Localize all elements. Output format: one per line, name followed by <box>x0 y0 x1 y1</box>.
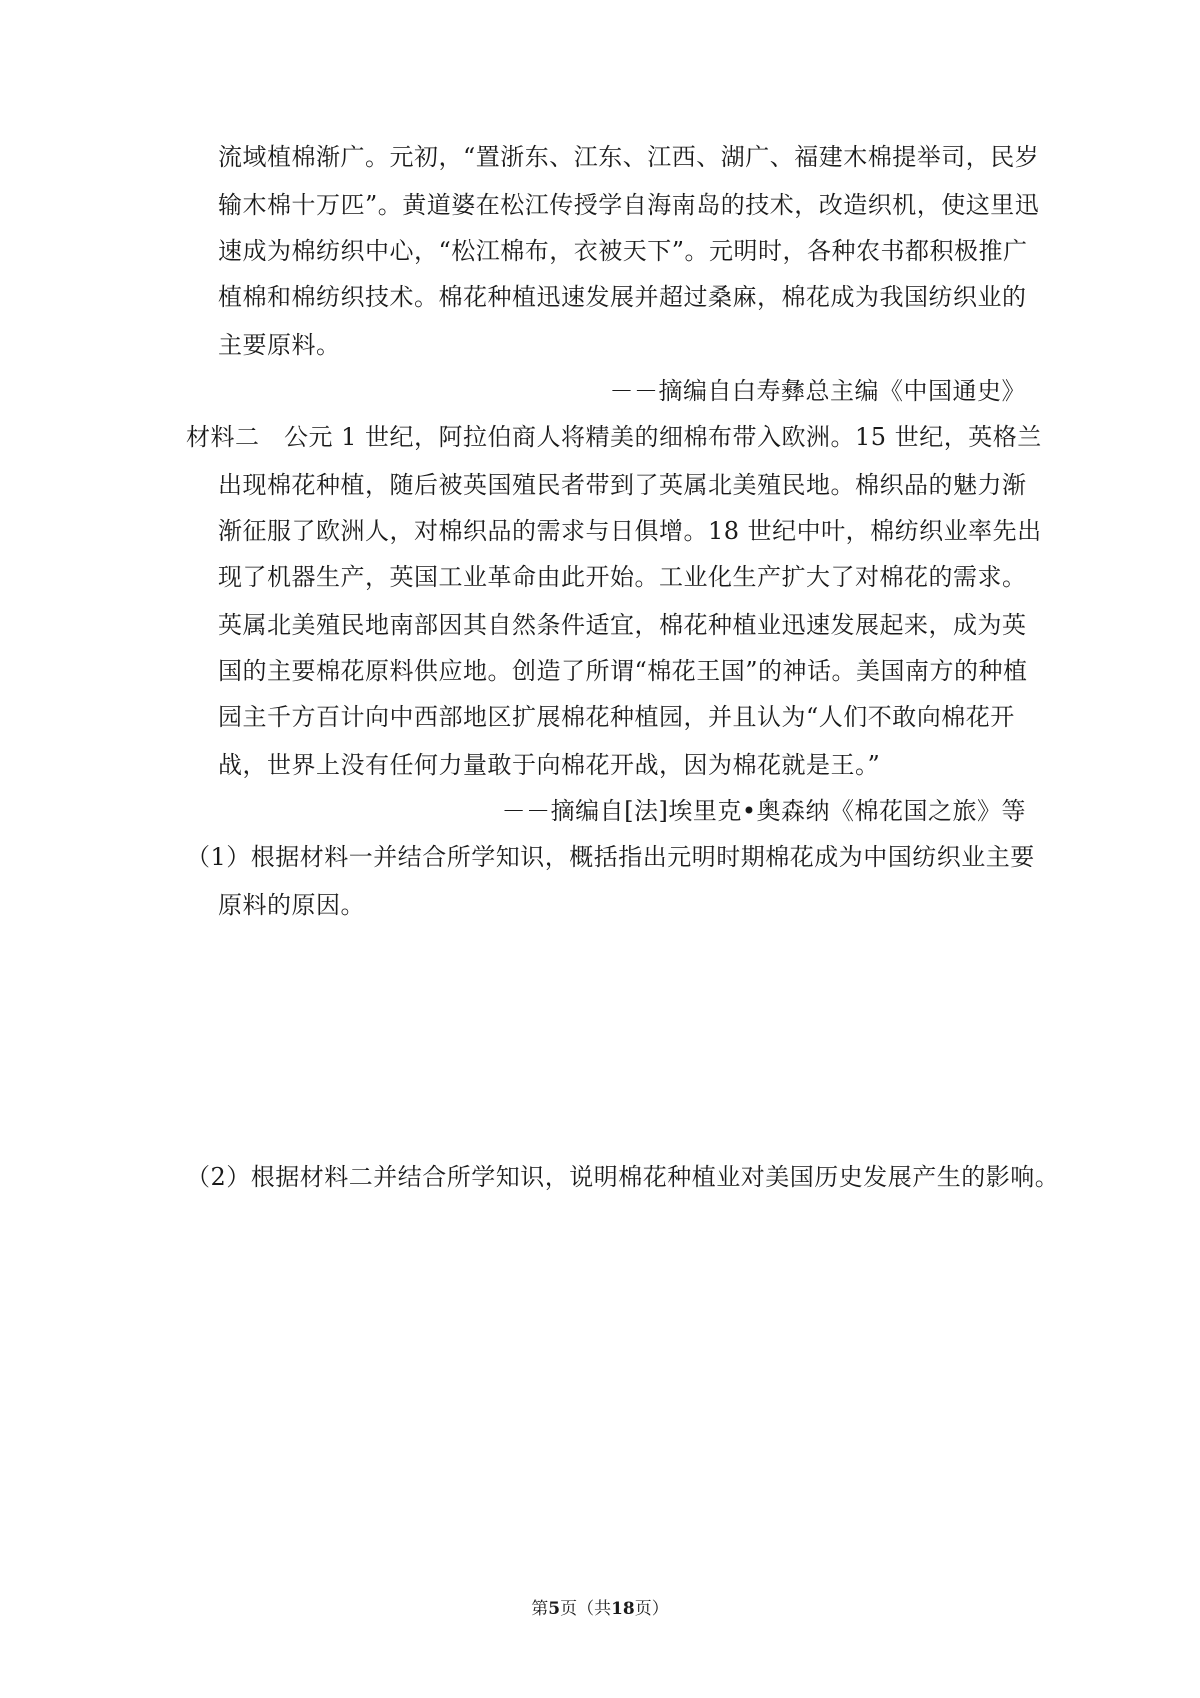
material2-line: 园主千方百计向中西部地区扩展棉花种植园，并且认为“人们不敢向棉花开 <box>218 703 1015 731</box>
question-2: （2）根据材料二并结合所学知识，说明棉花种植业对美国历史发展产生的影响。 <box>186 1163 1060 1191</box>
material2-line: 出现棉花种植，随后被英国殖民者带到了英属北美殖民地。棉织品的魅力渐 <box>218 471 1027 499</box>
question-1-continued: 原料的原因。 <box>218 891 365 919</box>
footer-total-pages: 18 <box>611 1599 635 1619</box>
material2-source: －－摘编自[法]埃里克•奥森纳《棉花国之旅》等 <box>501 797 1026 825</box>
material2-line: 战，世界上没有任何力量敢于向棉花开战，因为棉花就是王。” <box>218 751 881 779</box>
footer-middle: 页（共 <box>560 1599 612 1619</box>
page-footer <box>0 1598 1200 1620</box>
material2-line: 渐征服了欧洲人，对棉织品的需求与日俱增。18 世纪中叶，棉纺织业率先出 <box>218 517 1042 545</box>
material2-line: 国的主要棉花原料供应地。创造了所谓“棉花王国”的神话。美国南方的种植 <box>218 657 1028 685</box>
material1-line: 输木棉十万匹”。黄道婆在松江传授学自海南岛的技术，改造织机，使这里迅 <box>218 191 1040 219</box>
material1-line: 流域植棉渐广。元初，“置浙东、江东、江西、湖广、福建木棉提举司，民岁 <box>218 143 1040 171</box>
material1-line: 主要原料。 <box>218 331 341 359</box>
material1-source: －－摘编自白寿彝总主编《中国通史》 <box>609 377 1026 405</box>
footer-page-number: 5 <box>548 1599 561 1619</box>
footer-prefix: 第 <box>531 1599 549 1619</box>
material1-line: 速成为棉纺织中心，“松江棉布，衣被天下”。元明时，各种农书都积极推广 <box>218 237 1028 265</box>
material2-line: 英属北美殖民地南部因其自然条件适宜，棉花种植业迅速发展起来，成为英 <box>218 611 1027 639</box>
material2-first-line: 材料二 公元 1 世纪，阿拉伯商人将精美的细棉布带入欧洲。15 世纪，英格兰 <box>186 423 1042 451</box>
question-1: （1）根据材料一并结合所学知识，概括指出元明时期棉花成为中国纺织业主要 <box>186 843 1035 871</box>
footer-suffix: 页） <box>634 1599 669 1619</box>
material2-line: 现了机器生产，英国工业革命由此开始。工业化生产扩大了对棉花的需求。 <box>218 563 1027 591</box>
material1-line: 植棉和棉纺织技术。棉花种植迅速发展并超过桑麻，棉花成为我国纺织业的 <box>218 283 1027 311</box>
